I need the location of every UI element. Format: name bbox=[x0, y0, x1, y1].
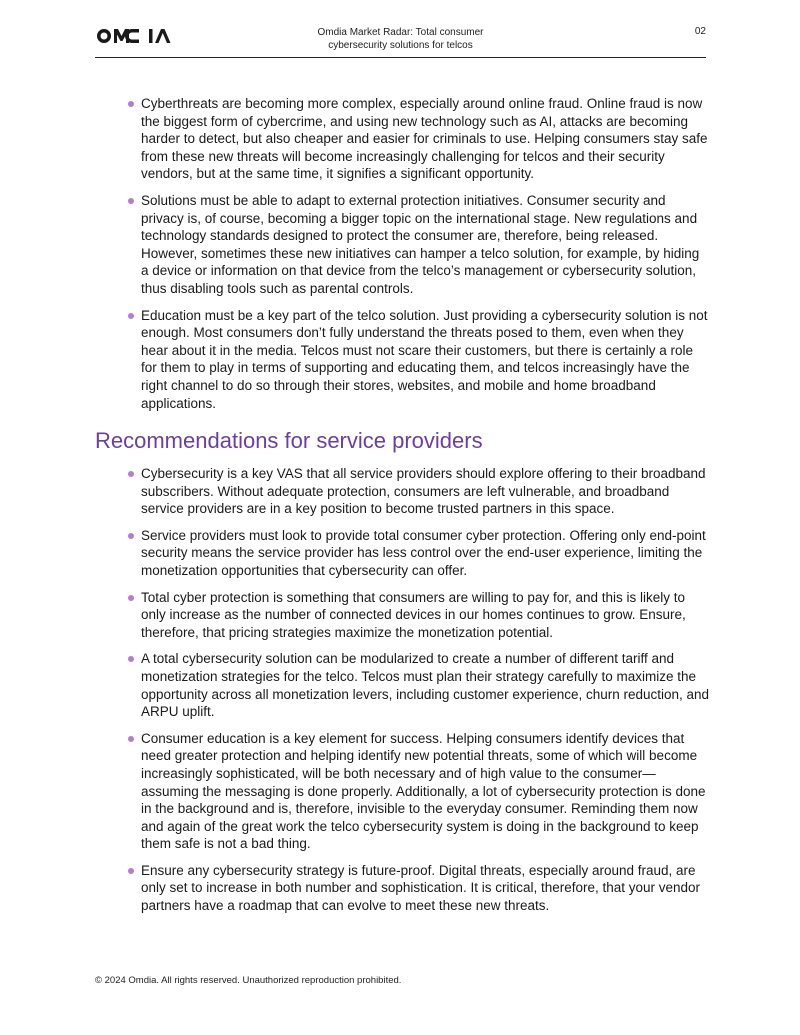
bullet-text: Consumer education is a key element for success. Helping consumers identify devices that need greater protection and helping identify new potential threats, some of which will become increasingly sophisticated, will be both necessary and of high value to the consumer—assuming the messaging is done properly. Additionally, a lot of cybersecurity protection is done in the background and is, therefore, invisible to the everyday consumer. Reminding them now and again of the great work the telco cybersecurity system is doing in the background to keep them safe is not a bad thing. bbox=[141, 730, 706, 852]
bullet-text: Service providers must look to provide total consumer cyber protection. Offering only end-point security means the service provider has less control over the end-user experience, limiting the monetization opportunities that cybersecurity can offer. bbox=[141, 527, 706, 578]
bullet-text: Total cyber protection is something that consumers are willing to pay for, and this is likely to only increase as the number of connected devices in our homes continues to grow. Ensure, therefore, that pricing strategies maximize the monetization potential. bbox=[141, 589, 686, 640]
bullet-icon bbox=[128, 471, 134, 477]
report-title: Omdia Market Radar: Total consumer cybersecurity solutions for telcos bbox=[317, 27, 484, 51]
bullet-icon bbox=[128, 198, 134, 204]
bullet-icon bbox=[128, 595, 134, 601]
bullet-item bbox=[95, 589, 710, 642]
bullet-item bbox=[95, 95, 710, 183]
bullet-text: Cybersecurity is a key VAS that all service providers should explore offering to their broadband subscribers. Without adequate protection, consumers are left vulnerable, and broadband service providers are in a key position to become trusted partners in this space. bbox=[141, 466, 706, 517]
bullet-icon bbox=[128, 656, 134, 662]
bullet-text: Cyberthreats are becoming more complex, especially around online fraud. Online fraud is now the biggest form of cybercrime, and using new technology such as AI, attacks are becoming harder to detect, but also cheaper and easier for criminals to use. Helping consumers stay safe from these new threats will become increasingly challenging for telcos and their security vendors, but at the same time, it signifies a significant opportunity. bbox=[141, 96, 708, 182]
bullet-icon bbox=[128, 868, 134, 874]
bullet-text: Education must be a key part of the telco solution. Just providing a cybersecurity solution is not enough. Most consumers don’t fully understand the threats posed to them, even when they hear about it in the media. Telcos must not scare their customers, but there is certainly a role for them to play in terms of supporting and educating them, and telcos increasingly have the right channel to do so through their stores, websites, and mobile and home broadband applications. bbox=[141, 307, 708, 411]
bullet-item bbox=[95, 862, 710, 915]
bullet-icon bbox=[128, 313, 134, 319]
section-heading: Recommendations for service providers bbox=[95, 428, 483, 453]
bullet-item bbox=[95, 730, 710, 853]
recommendations-section bbox=[95, 465, 710, 924]
bullet-icon bbox=[128, 533, 134, 539]
bullet-icon bbox=[128, 736, 134, 742]
page-footer bbox=[95, 975, 401, 986]
recommendations-bullet-list bbox=[95, 465, 710, 915]
bullet-text: A total cybersecurity solution can be modularized to create a number of different tariff and monetization strategies for the telco. Telcos must plan their strategy carefully to maximize the opportunity across all monetization levers, including customer experience, churn reduction, and ARPU uplift. bbox=[141, 651, 710, 720]
bullet-item bbox=[95, 650, 710, 720]
bullet-item bbox=[95, 527, 710, 580]
key-findings-section bbox=[95, 95, 710, 421]
findings-bullet-list bbox=[95, 95, 710, 412]
bullet-item bbox=[95, 465, 710, 518]
bullet-icon bbox=[128, 101, 134, 107]
omdia-logo bbox=[95, 26, 175, 46]
bullet-text: Solutions must be able to adapt to external protection initiatives. Consumer security and privacy is, of course, becoming a bigger topic on the international stage. New regulations and technology standards designed to protect the consumer are, therefore, being released. However, sometimes these new initiatives can hamper a telco solution, for example, by hiding a device or information on that device from the telco’s management or cybersecurity solution, thus disabling tools such as parental controls. bbox=[141, 192, 700, 296]
bullet-text: Ensure any cybersecurity strategy is future-proof. Digital threats, especially around fraud, are only set to increase in both number and sophistication. It is critical, therefore, that your vendor partners have a roadmap that can evolve to meet these new threats. bbox=[141, 862, 701, 914]
bullet-item bbox=[95, 192, 710, 298]
bullet-item bbox=[95, 307, 710, 413]
header-divider bbox=[95, 57, 706, 58]
page-number: 02 bbox=[694, 26, 706, 37]
copyright-notice: © 2024 Omdia. All rights reserved. Unauthorized reproduction prohibited. bbox=[95, 975, 402, 986]
